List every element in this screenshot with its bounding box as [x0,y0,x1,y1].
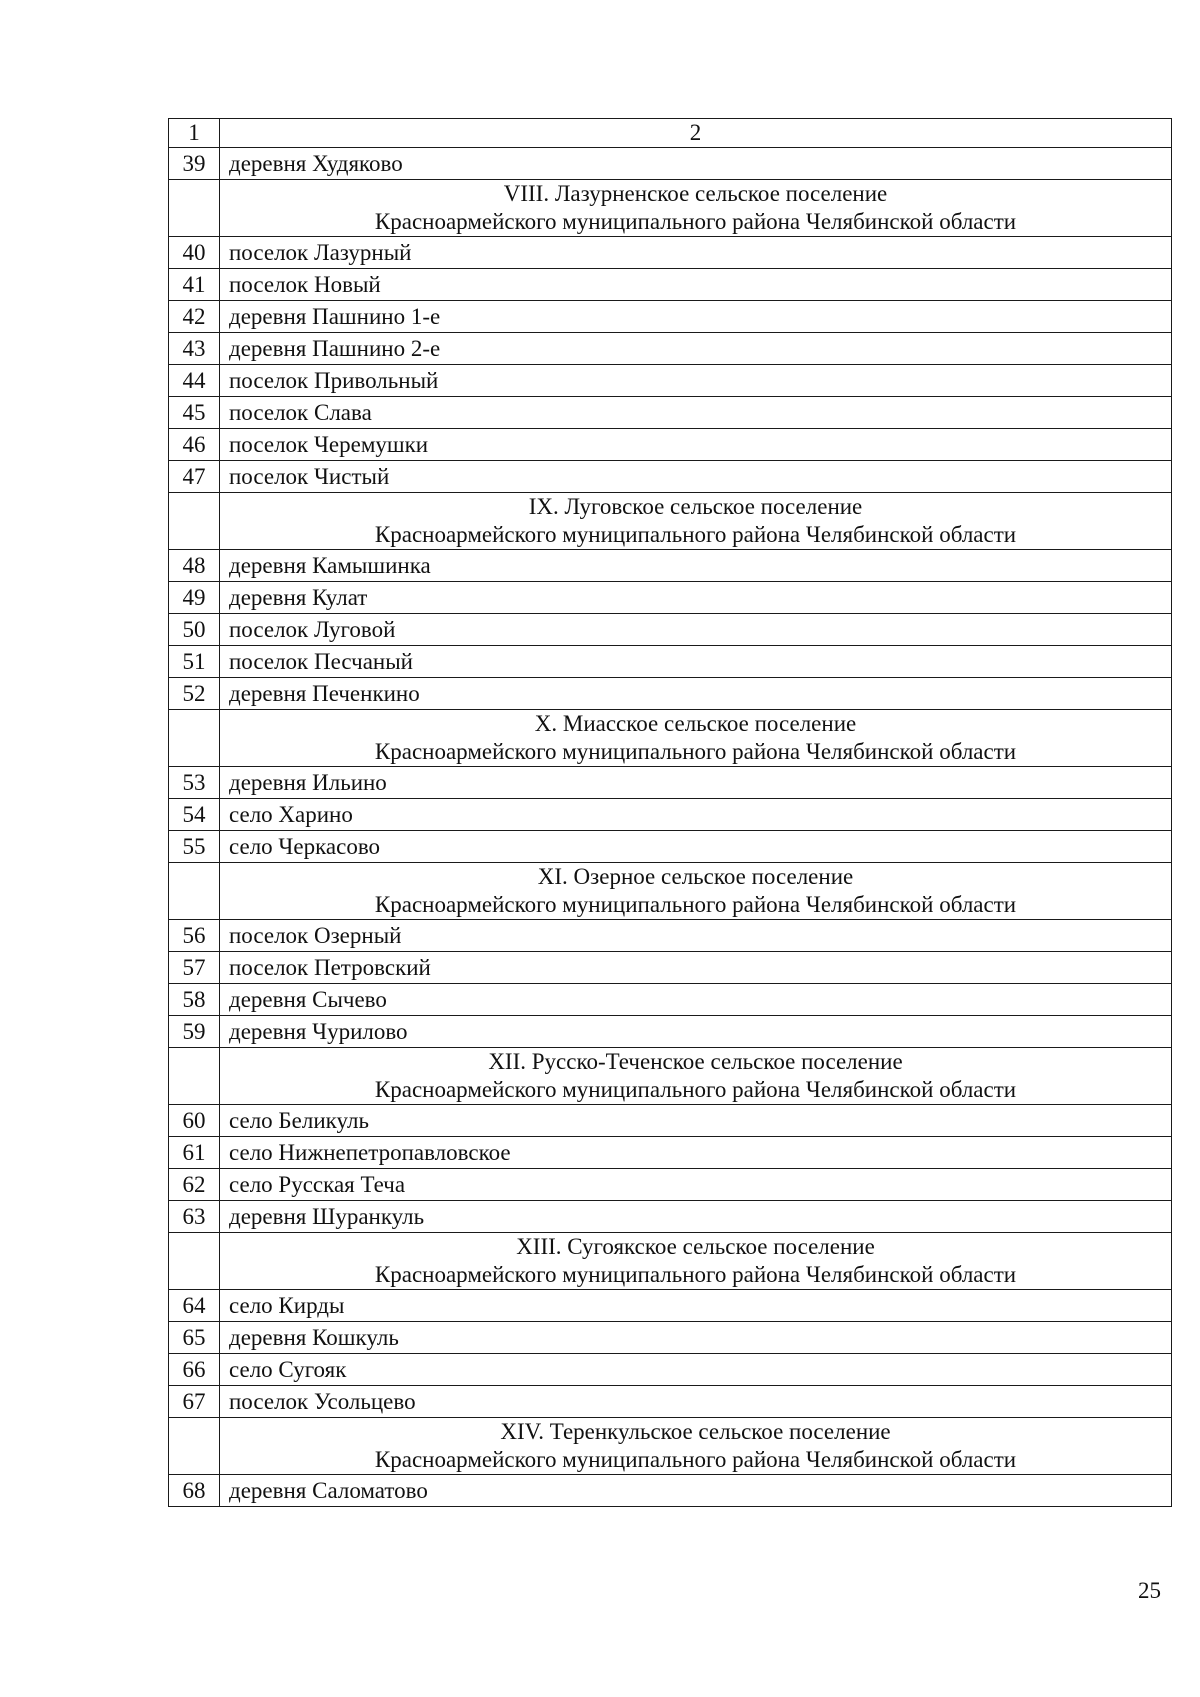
table-row [169,333,1172,365]
header-col-2: 2 [220,119,1172,148]
section-subtitle: Красноармейского муниципального района Челябинской области [374,739,1017,764]
settlement-name: поселок Луговой [220,614,1172,646]
section-title-cell [220,1048,1172,1105]
row-number: 60 [169,1105,220,1137]
settlement-name: село Харино [220,799,1172,831]
table-row [169,920,1172,952]
table-row [169,1201,1172,1233]
settlement-name: поселок Слава [220,397,1172,429]
section-title: XI. Озерное сельское поселение [537,864,854,889]
settlement-name: поселок Черемушки [220,429,1172,461]
table-row [169,429,1172,461]
header-col-1: 1 [169,119,220,148]
section-subtitle: Красноармейского муниципального района Челябинской области [374,1077,1017,1102]
table-row [169,1137,1172,1169]
section-title: XIV. Теренкульское сельское поселение [500,1419,891,1444]
table-row [169,1105,1172,1137]
table-row [169,831,1172,863]
settlement-name: поселок Петровский [220,952,1172,984]
settlement-name: село Сугояк [220,1354,1172,1386]
row-number: 61 [169,1137,220,1169]
settlement-name: поселок Чистый [220,461,1172,493]
row-number: 51 [169,646,220,678]
settlement-name: поселок Озерный [220,920,1172,952]
section-title: X. Миасское сельское поселение [534,711,857,736]
section-header-row [169,863,1172,920]
table-header-row [169,119,1172,148]
row-number: 47 [169,461,220,493]
section-subtitle: Красноармейского муниципального района Челябинской области [374,892,1017,917]
section-title-cell [220,493,1172,550]
section-empty-num-cell [169,863,220,920]
row-number: 57 [169,952,220,984]
row-number: 50 [169,614,220,646]
settlement-name: поселок Привольный [220,365,1172,397]
section-subtitle: Красноармейского муниципального района Челябинской области [374,1262,1017,1287]
row-number: 42 [169,301,220,333]
page-number: 25 [1138,1578,1161,1603]
row-number: 56 [169,920,220,952]
row-number: 44 [169,365,220,397]
settlement-name: село Русская Теча [220,1169,1172,1201]
row-number: 45 [169,397,220,429]
table-row [169,148,1172,180]
row-number: 66 [169,1354,220,1386]
row-number: 48 [169,550,220,582]
table-row [169,799,1172,831]
settlement-name: поселок Лазурный [220,237,1172,269]
section-title-cell [220,1233,1172,1290]
section-header-row [169,1048,1172,1105]
table-row [169,1322,1172,1354]
table-row [169,461,1172,493]
row-number: 39 [169,148,220,180]
table-row [169,952,1172,984]
section-empty-num-cell [169,710,220,767]
settlement-name: село Нижнепетропавловское [220,1137,1172,1169]
settlement-name: деревня Камышинка [220,550,1172,582]
table-row [169,550,1172,582]
row-number: 65 [169,1322,220,1354]
row-number: 62 [169,1169,220,1201]
section-empty-num-cell [169,1233,220,1290]
row-number: 58 [169,984,220,1016]
settlement-name: деревня Кулат [220,582,1172,614]
table-row [169,984,1172,1016]
row-number: 68 [169,1475,220,1507]
table-row [169,301,1172,333]
row-number: 59 [169,1016,220,1048]
section-empty-num-cell [169,1048,220,1105]
section-subtitle: Красноармейского муниципального района Челябинской области [374,209,1017,234]
settlement-name: село Кирды [220,1290,1172,1322]
section-subtitle: Красноармейского муниципального района Челябинской области [374,522,1017,547]
table-row [169,614,1172,646]
table-row [169,678,1172,710]
table-row [169,767,1172,799]
row-number: 67 [169,1386,220,1418]
settlement-name: поселок Песчаный [220,646,1172,678]
section-empty-num-cell [169,180,220,237]
table-row [169,582,1172,614]
settlement-name: деревня Саломатово [220,1475,1172,1507]
row-number: 52 [169,678,220,710]
table-row [169,237,1172,269]
section-subtitle: Красноармейского муниципального района Челябинской области [374,1447,1017,1472]
settlement-name: деревня Пашнино 2-е [220,333,1172,365]
table-row [169,1169,1172,1201]
row-number: 63 [169,1201,220,1233]
settlement-name: деревня Сычево [220,984,1172,1016]
section-title: VIII. Лазурненское сельское поселение [503,181,888,206]
section-title-cell [220,710,1172,767]
table-body [169,119,1172,1507]
section-title: IX. Луговское сельское поселение [528,494,863,519]
table-row [169,1290,1172,1322]
section-empty-num-cell [169,493,220,550]
settlement-name: поселок Усольцево [220,1386,1172,1418]
settlement-name: деревня Кошкуль [220,1322,1172,1354]
table-row [169,397,1172,429]
row-number: 41 [169,269,220,301]
settlement-name: деревня Шуранкуль [220,1201,1172,1233]
row-number: 40 [169,237,220,269]
settlement-name: деревня Худяково [220,148,1172,180]
table-row [169,1016,1172,1048]
section-title: XIII. Сугоякское сельское поселение [516,1234,875,1259]
section-title-cell [220,1418,1172,1475]
section-title: XII. Русско-Теченское сельское поселение [488,1049,903,1074]
table-row [169,1354,1172,1386]
row-number: 55 [169,831,220,863]
section-title-cell [220,180,1172,237]
section-header-row [169,1233,1172,1290]
section-header-row [169,180,1172,237]
row-number: 54 [169,799,220,831]
settlement-name: деревня Чурилово [220,1016,1172,1048]
settlement-name: деревня Пашнино 1-е [220,301,1172,333]
settlement-name: село Беликуль [220,1105,1172,1137]
row-number: 43 [169,333,220,365]
row-number: 49 [169,582,220,614]
row-number: 64 [169,1290,220,1322]
section-header-row [169,1418,1172,1475]
settlement-name: поселок Новый [220,269,1172,301]
table-row [169,1386,1172,1418]
row-number: 46 [169,429,220,461]
section-header-row [169,710,1172,767]
section-title-cell [220,863,1172,920]
table-row [169,269,1172,301]
section-header-row [169,493,1172,550]
settlement-name: деревня Ильино [220,767,1172,799]
table-row [169,646,1172,678]
settlements-table [168,118,1172,1507]
settlement-name: село Черкасово [220,831,1172,863]
settlement-name: деревня Печенкино [220,678,1172,710]
table-row [169,365,1172,397]
row-number: 53 [169,767,220,799]
table-row [169,1475,1172,1507]
section-empty-num-cell [169,1418,220,1475]
